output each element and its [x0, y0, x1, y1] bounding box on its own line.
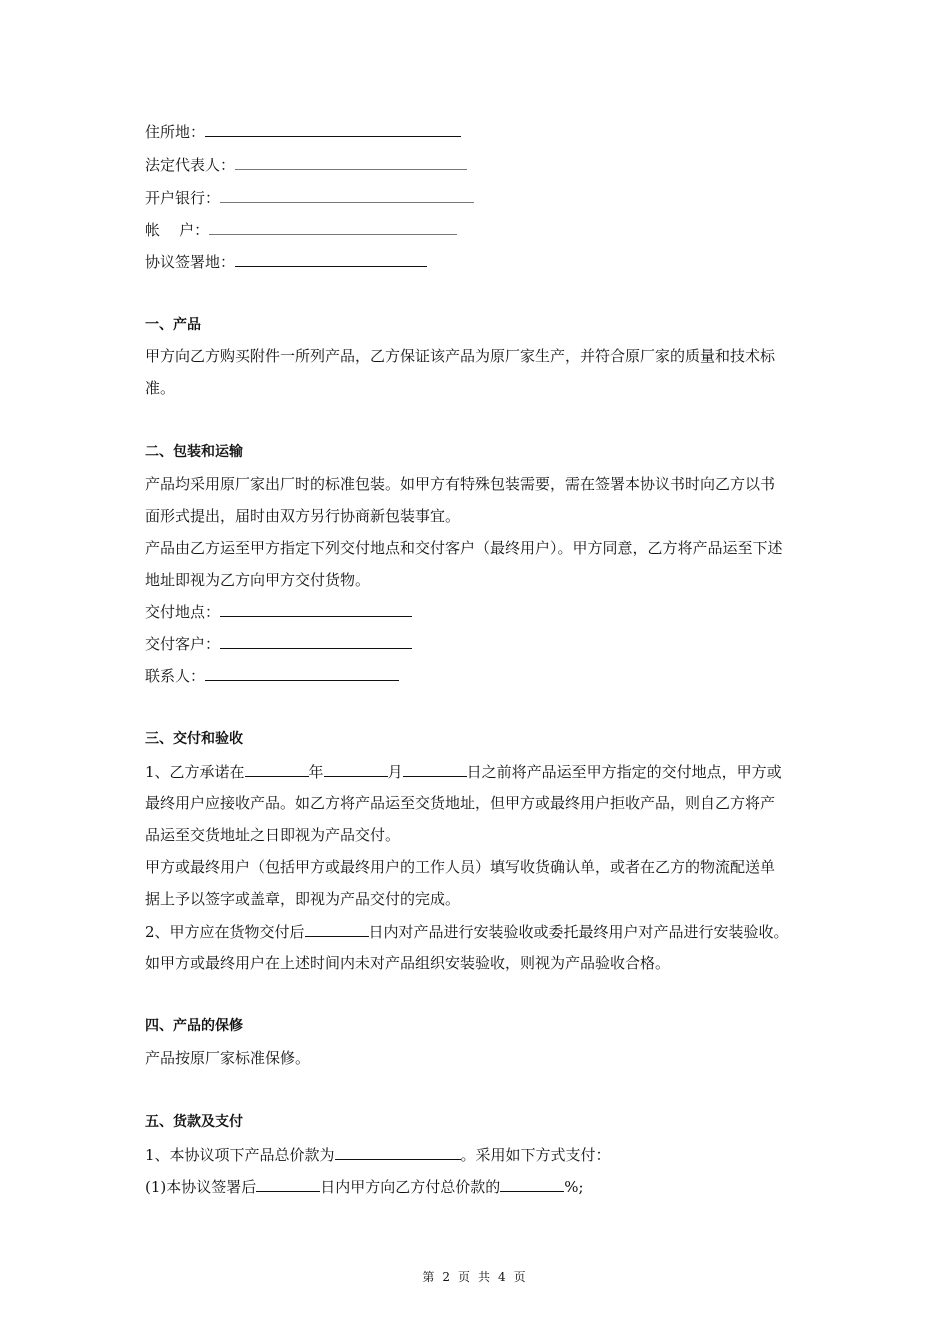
- contact-row: [145, 665, 399, 686]
- year-blank: [245, 761, 309, 777]
- acceptance-days-blank: [305, 921, 369, 937]
- footer-di: 第: [422, 1270, 437, 1284]
- delivery-place-label: 交付地点：: [145, 603, 221, 621]
- residence-blank: [205, 121, 461, 137]
- section-2-para-1-line-1: 产品均采用原厂家出厂时的标准包装。如甲方有特殊包装需要，需在签署本协议书时向乙方以书: [145, 475, 776, 493]
- account-label: 帐 户：: [145, 221, 210, 239]
- section-5-line-2-c: %;: [564, 1178, 584, 1196]
- account-row: [145, 219, 457, 240]
- delivery-place-blank: [220, 601, 412, 617]
- legal-rep-row: [145, 154, 467, 175]
- footer-page-number: 2: [442, 1270, 452, 1284]
- section-2-para-2-line-2: 地址即视为乙方向甲方交付货物。: [145, 571, 371, 589]
- section-3-line-6-a: 2、甲方应在货物交付后: [145, 923, 305, 941]
- delivery-customer-row: [145, 633, 412, 654]
- section-3-title: 三、交付和验收: [145, 731, 243, 747]
- section-3-line-6-b: 日内对产品进行安装验收或委托最终用户对产品进行安装验收。: [368, 923, 789, 941]
- footer-ye: 页: [457, 1270, 472, 1284]
- section-1-title: 一、产品: [145, 317, 201, 333]
- section-2-para-2-line-1: 产品由乙方运至甲方指定下列交付地点和交付客户（最终用户）。甲方同意，乙方将产品运至下述: [145, 539, 783, 557]
- section-4-para: 产品按原厂家标准保修。: [145, 1049, 311, 1067]
- account-blank: [209, 219, 457, 235]
- legal-rep-label: 法定代表人：: [145, 156, 236, 174]
- bank-row: [145, 187, 474, 208]
- total-price-blank: [335, 1144, 461, 1160]
- section-3-line-7: 如甲方或最终用户在上述时间内未对产品组织安装验收，则视为产品验收合格。: [145, 954, 671, 972]
- sign-place-blank: [235, 251, 427, 267]
- payment-percent-blank: [500, 1176, 564, 1192]
- payment-days-blank: [256, 1176, 320, 1192]
- section-3-line-6: [145, 921, 789, 942]
- section-3-line-4: 甲方或最终用户（包括甲方或最终用户的工作人员）填写收货确认单，或者在乙方的物流配送单: [145, 858, 776, 876]
- month-label: 月: [387, 763, 403, 781]
- legal-rep-blank: [235, 154, 467, 170]
- sign-place-row: [145, 251, 427, 272]
- section-5-line-2: [145, 1176, 584, 1197]
- section-3-line-1-a: 1、乙方承诺在: [145, 763, 245, 781]
- section-5-line-1: [145, 1144, 611, 1165]
- day-blank: [403, 761, 467, 777]
- bank-blank: [220, 187, 474, 203]
- section-5-line-1-b: 。采用如下方式支付：: [460, 1146, 611, 1164]
- sign-place-label: 协议签署地：: [145, 253, 236, 271]
- page-footer: [0, 1268, 950, 1285]
- contact-label: 联系人：: [145, 667, 206, 685]
- section-5-line-2-a: (1)本协议签署后: [145, 1178, 257, 1196]
- section-1-para-line-1: 甲方向乙方购买附件一所列产品，乙方保证该产品为原厂家生产，并符合原厂家的质量和技术标: [145, 347, 776, 365]
- delivery-customer-blank: [220, 633, 412, 649]
- section-2-title: 二、包装和运输: [145, 444, 243, 460]
- footer-gong: 共: [478, 1270, 493, 1284]
- section-3-line-2: 最终用户应接收产品。如乙方将产品运至交货地址，但甲方或最终用户拒收产品，则自乙方将产: [145, 794, 776, 812]
- delivery-place-row: [145, 601, 412, 622]
- section-5-title: 五、货款及支付: [145, 1114, 243, 1130]
- section-1-para-line-2: 准。: [145, 379, 176, 397]
- section-2-para-1-line-2: 面形式提出，届时由双方另行协商新包装事宜。: [145, 507, 461, 525]
- footer-ye-2: 页: [513, 1270, 528, 1284]
- delivery-customer-label: 交付客户：: [145, 635, 221, 653]
- bank-label: 开户银行：: [145, 189, 221, 207]
- section-5-line-1-a: 1、本协议项下产品总价款为: [145, 1146, 335, 1164]
- residence-row: [145, 121, 461, 142]
- section-3-line-1: [145, 761, 782, 782]
- section-3-line-3: 品运至交货地址之日即视为产品交付。: [145, 826, 401, 844]
- section-3-line-5: 据上予以签字或盖章，即视为产品交付的完成。: [145, 890, 461, 908]
- footer-total-pages: 4: [498, 1270, 508, 1284]
- residence-label: 住所地：: [145, 123, 206, 141]
- month-blank: [324, 761, 388, 777]
- year-label: 年: [308, 763, 324, 781]
- section-3-line-1-d: 日之前将产品运至甲方指定的交付地点，甲方或: [466, 763, 782, 781]
- contact-blank: [205, 665, 399, 681]
- section-4-title: 四、产品的保修: [145, 1018, 243, 1034]
- section-5-line-2-b: 日内甲方向乙方付总价款的: [320, 1178, 501, 1196]
